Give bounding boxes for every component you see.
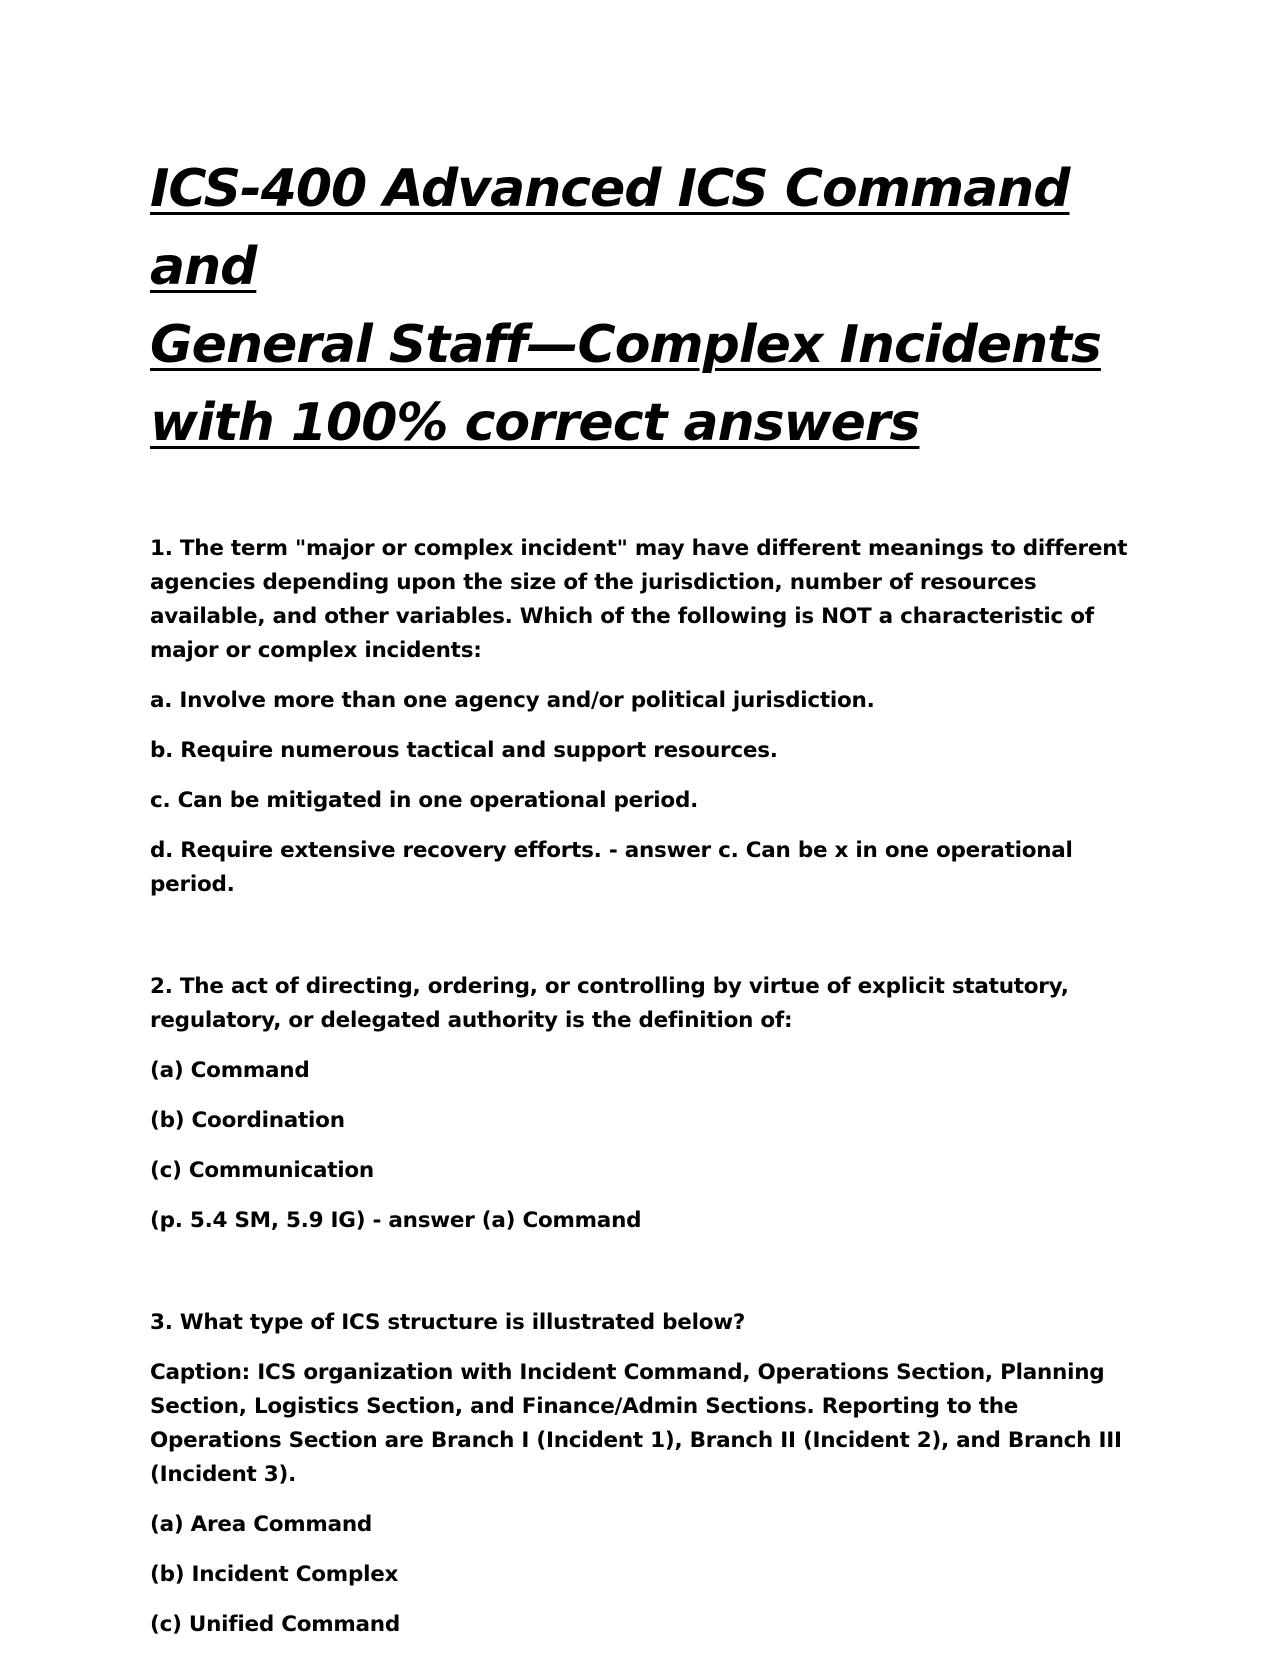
answer-option: (b) Coordination: [150, 1108, 345, 1133]
answer-option: b. Require numerous tactical and support resources.: [150, 738, 778, 763]
question-stem: 1. The term "major or complex incident" may have different meanings to different agencies depending upon the size of the jurisdiction, number of resources available, and other variables. Which of the following is NOT a characteristic of major or complex incidents:: [150, 536, 1128, 663]
answer-option: (c) Unified Command: [150, 1612, 401, 1637]
answer-option: d. Require extensive recovery efforts. - answer c. Can be x in one operational period.: [150, 838, 1073, 897]
question-1: [150, 532, 1130, 902]
answer-option: (a) Area Command: [150, 1512, 373, 1537]
answer-option: a. Involve more than one agency and/or political jurisdiction.: [150, 688, 875, 713]
question-2: [150, 970, 1130, 1238]
question-3: [150, 1306, 1130, 1642]
answer-option: (p. 5.4 SM, 5.9 IG) - answer (a) Command: [150, 1208, 642, 1233]
title-line: General Staff—Complex Incidents: [150, 315, 1101, 375]
title-line: with 100% correct answers: [150, 393, 920, 453]
question-stem: 2. The act of directing, ordering, or controlling by virtue of explicit statutory, regulatory, or delegated authority is the definition of:: [150, 974, 1069, 1033]
answer-option: (c) Communication: [150, 1158, 374, 1183]
answer-option: (b) Incident Complex: [150, 1562, 399, 1587]
title-line: ICS-400 Advanced ICS Command and: [150, 159, 1070, 297]
figure-caption: Caption: ICS organization with Incident Command, Operations Section, Planning Section, Logistics Section, and Finance/Admin Sections. Reporting to the Operations Section are Branch I (Incident 1), Branch II (Incident 2), and Branch III (Incident 3).: [150, 1360, 1122, 1487]
answer-option: (a) Command: [150, 1058, 310, 1083]
document-title: [150, 150, 1130, 462]
answer-option: c. Can be mitigated in one operational period.: [150, 788, 699, 813]
document-page: [150, 150, 1130, 1658]
question-stem: 3. What type of ICS structure is illustrated below?: [150, 1310, 746, 1335]
